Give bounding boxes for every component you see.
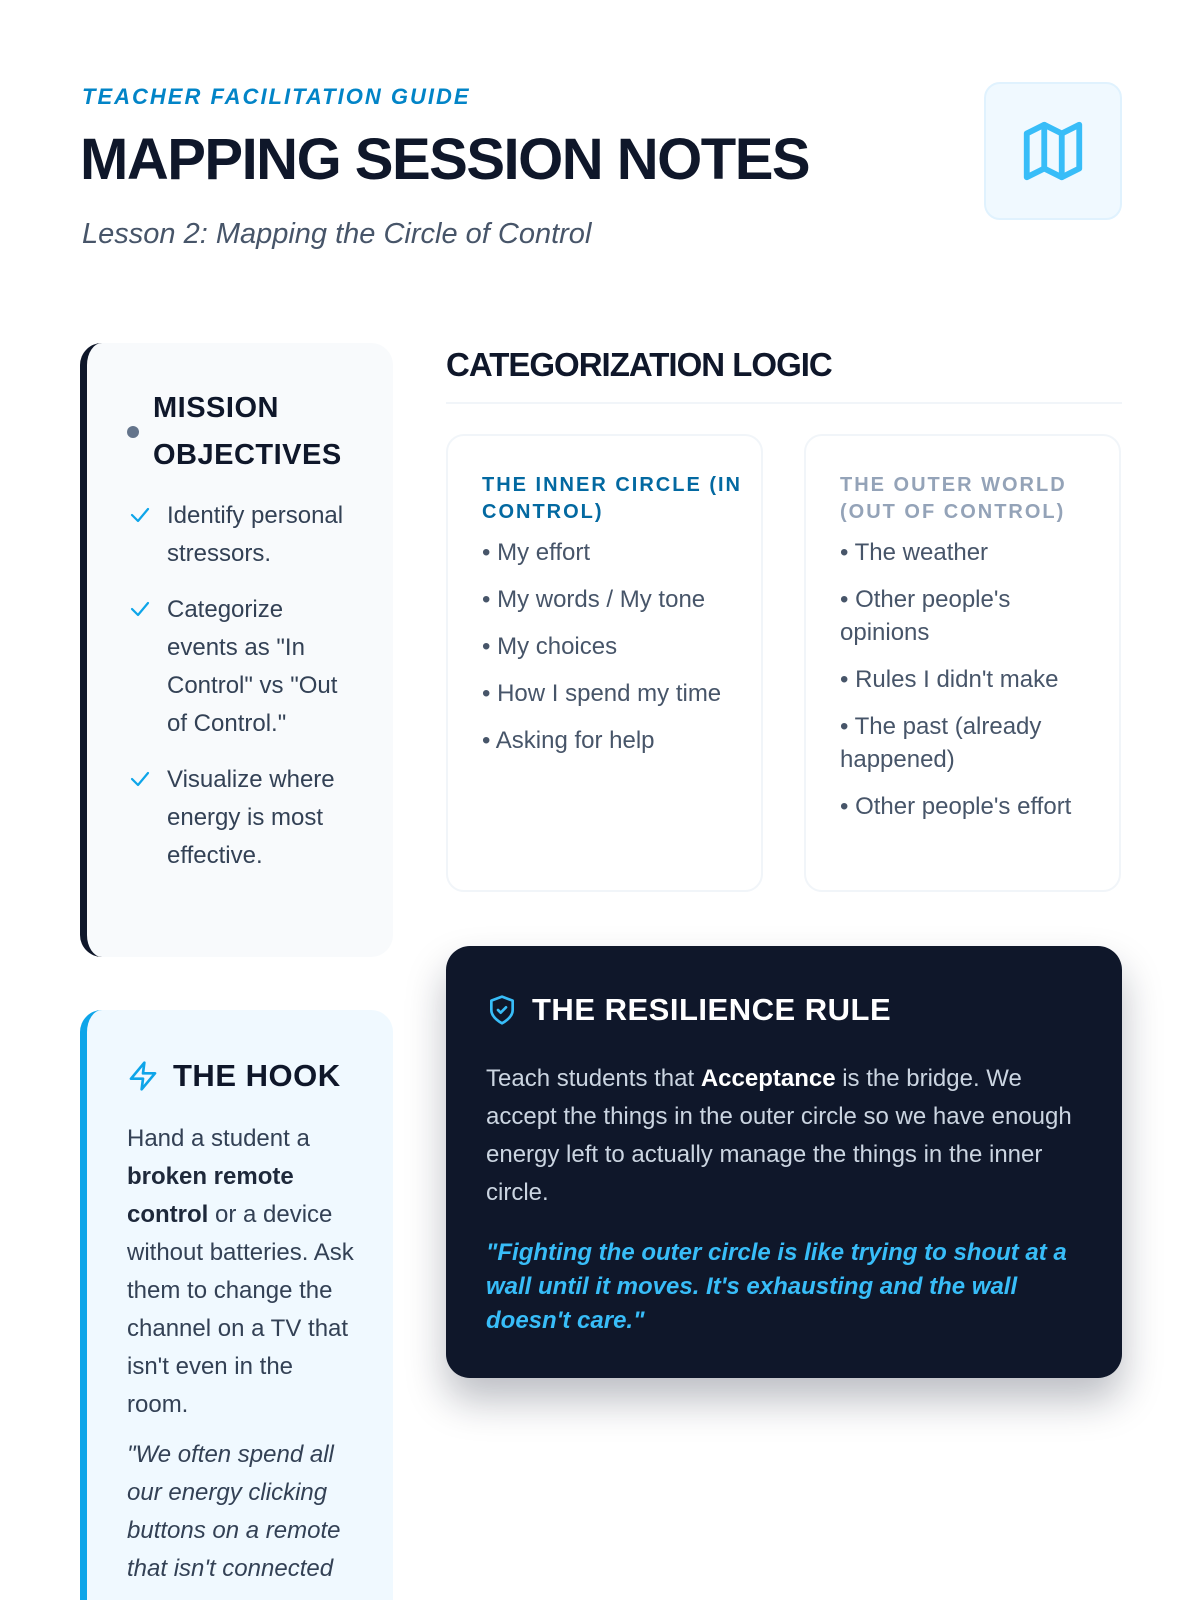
list-item: • My effort bbox=[482, 536, 732, 569]
hook-quote: "We often spend all our energy clicking buttons on a remote that isn't connected bbox=[127, 1441, 341, 1582]
list-item: • How I spend my time bbox=[482, 677, 732, 710]
hook-body bbox=[127, 1120, 359, 1424]
list-item: • My choices bbox=[482, 630, 732, 663]
map-icon bbox=[1018, 116, 1088, 186]
shield-check-icon bbox=[486, 994, 518, 1026]
list-item: • The past (already happened) bbox=[840, 710, 1090, 776]
list-item: • The weather bbox=[840, 536, 1090, 569]
objectives-title: MISSION OBJECTIVES bbox=[153, 392, 342, 471]
inner-circle-card bbox=[446, 434, 763, 892]
resilience-body-text: Teach students that bbox=[486, 1065, 701, 1092]
bullet-dot-icon bbox=[127, 426, 139, 438]
objectives-list bbox=[127, 497, 367, 893]
section-divider bbox=[446, 402, 1122, 404]
objectives-header bbox=[127, 385, 373, 479]
objective-item bbox=[127, 761, 367, 875]
resilience-body-emphasis: Acceptance bbox=[700, 1065, 836, 1092]
check-icon bbox=[127, 503, 153, 527]
outer-world-list bbox=[840, 536, 1090, 837]
objective-item bbox=[127, 497, 367, 573]
resilience-body-text: is the bridge. We accept the things in the outer circle so we have enough energy left to actually manage the things in the inner circle. bbox=[486, 1065, 1072, 1206]
hook-title: THE HOOK bbox=[173, 1058, 341, 1093]
outer-world-card bbox=[804, 434, 1121, 892]
hook-body-text: or a device without batteries. Ask them to change the channel on a TV that isn't even in the room. bbox=[127, 1201, 354, 1418]
eyebrow-label: TEACHER FACILITATION GUIDE bbox=[82, 84, 471, 109]
list-item: • Rules I didn't make bbox=[840, 663, 1090, 696]
inner-circle-list bbox=[482, 536, 732, 771]
hook-body-text: Hand a student a bbox=[127, 1125, 310, 1152]
hook-body-emphasis: broken remote control bbox=[127, 1163, 294, 1228]
objective-text: Categorize events as "In Control" vs "Out of Control." bbox=[167, 596, 338, 737]
hook-header bbox=[127, 1058, 341, 1094]
resilience-card bbox=[446, 946, 1122, 1378]
page-title: MAPPING SESSION NOTES bbox=[80, 127, 810, 192]
lightning-icon bbox=[127, 1060, 159, 1092]
check-icon bbox=[127, 767, 153, 791]
categorization-title: CATEGORIZATION LOGIC bbox=[446, 346, 832, 383]
list-item: • Other people's opinions bbox=[840, 583, 1090, 649]
resilience-quote: "Fighting the outer circle is like trying to shout at a wall until it moves. It's exhausting and the wall doesn't care." bbox=[486, 1239, 1067, 1334]
list-item: • Asking for help bbox=[482, 724, 732, 757]
check-icon bbox=[127, 597, 153, 621]
objective-text: Identify personal stressors. bbox=[167, 502, 344, 567]
objective-text: Visualize where energy is most effective. bbox=[167, 766, 335, 869]
outer-world-heading: THE OUTER WORLD (OUT OF CONTROL) bbox=[840, 474, 1067, 523]
hook-card bbox=[80, 1010, 393, 1600]
inner-circle-heading: THE INNER CIRCLE (IN CONTROL) bbox=[482, 474, 742, 523]
list-item: • My words / My tone bbox=[482, 583, 732, 616]
list-item: • Other people's effort bbox=[840, 790, 1090, 823]
resilience-header bbox=[486, 992, 891, 1028]
objectives-card bbox=[80, 343, 393, 957]
resilience-title: THE RESILIENCE RULE bbox=[532, 992, 892, 1027]
map-badge bbox=[984, 82, 1122, 220]
resilience-body bbox=[486, 1060, 1076, 1212]
objective-item bbox=[127, 591, 367, 743]
page-subtitle: Lesson 2: Mapping the Circle of Control bbox=[82, 218, 592, 250]
